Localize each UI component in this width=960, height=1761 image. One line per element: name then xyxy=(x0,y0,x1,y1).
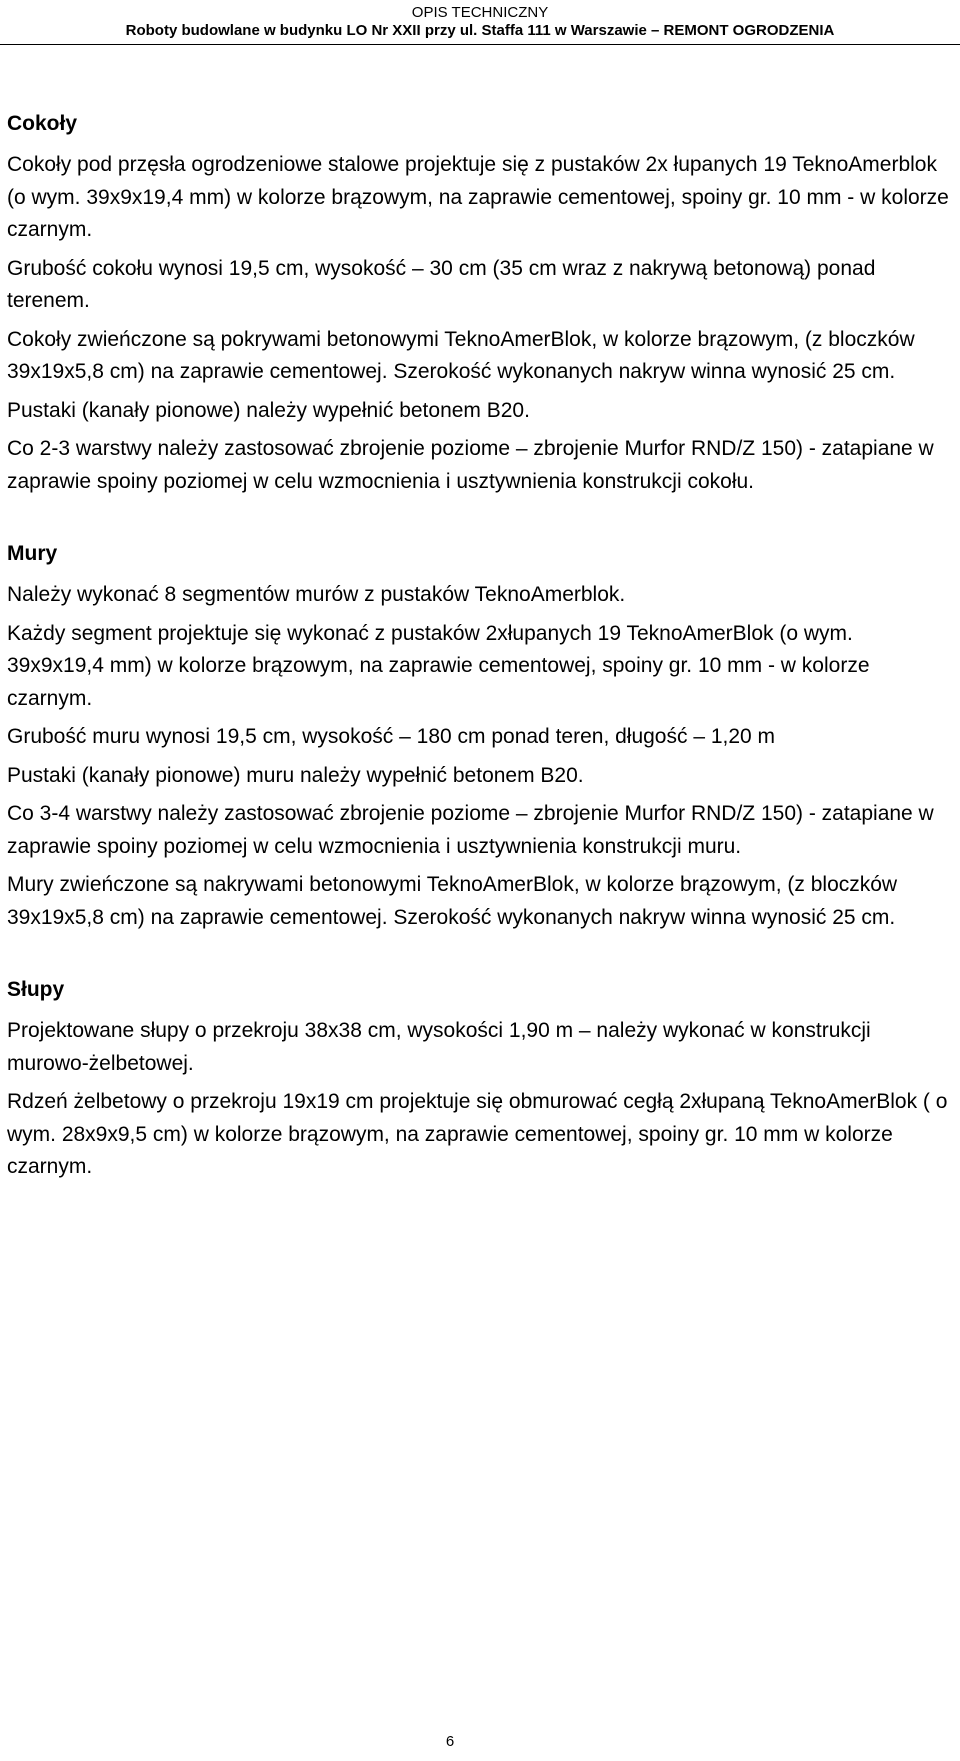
document-title: OPIS TECHNICZNY xyxy=(411,4,549,21)
page-number: 6 xyxy=(445,1733,455,1750)
section-heading: Cokoły xyxy=(7,112,78,135)
paragraph: Grubość cokołu wynosi 19,5 cm, wysokość – 30 cm (35 cm wraz z nakrywą betonową) ponad terenem. xyxy=(7,256,876,312)
paragraph: Co 3-4 warstwy należy zastosować zbrojenie poziome – zbrojenie Murfor RND/Z 150) - zatapiane w zaprawie spoiny poziomej w celu wzmocnienia i usztywnienia konstrukcji muru. xyxy=(7,802,934,858)
page-header xyxy=(0,0,960,40)
section-heading: Słupy xyxy=(7,978,65,1001)
paragraph: Projektowane słupy o przekroju 38x38 cm, wysokości 1,90 m – należy wykonać w konstrukcji murowo-żelbetowej. xyxy=(7,1019,871,1075)
header-divider xyxy=(0,44,960,45)
paragraph: Rdzeń żelbetowy o przekroju 19x19 cm projektuje się obmurować cegłą 2xłupaną TeknoAmerBlok ( o wym. 28x9x9,5 cm) w kolorze brązowym, na zaprawie cementowej, spoiny gr. 10 mm w kolorze czarnym. xyxy=(7,1090,948,1178)
document-subtitle: Roboty budowlane w budynku LO Nr XXII przy ul. Staffa 111 w Warszawie – REMONT OGRODZENIA xyxy=(125,22,835,39)
paragraph: Cokoły pod przęsła ogrodzeniowe stalowe projektuje się z pustaków 2x łupanych 19 TeknoAmerblok (o wym. 39x9x19,4 mm) w kolorze brązowym, na zaprawie cementowej, spoiny gr. 10 mm - w kolorze czarnym. xyxy=(7,153,949,241)
paragraph: Mury zwieńczone są nakrywami betonowymi TeknoAmerBlok, w kolorze brązowym, (z bloczków 39x19x5,8 cm) na zaprawie cementowej. Szerokość wykonanych nakryw winna wynosić 25 cm. xyxy=(7,873,898,929)
paragraph: Pustaki (kanały pionowe) należy wypełnić betonem B20. xyxy=(7,398,530,422)
paragraph: Pustaki (kanały pionowe) muru należy wypełnić betonem B20. xyxy=(7,763,584,787)
document-body xyxy=(7,107,955,1190)
paragraph: Należy wykonać 8 segmentów murów z pustaków TeknoAmerblok. xyxy=(7,583,626,606)
paragraph: Cokoły zwieńczone są pokrywami betonowymi TeknoAmerBlok, w kolorze brązowym, (z bloczków 39x19x5,8 cm) na zaprawie cementowej. Szerokość wykonanych nakryw winna wynosić 25 cm. xyxy=(7,327,915,383)
section-slupy xyxy=(7,973,955,1184)
paragraph: Grubość muru wynosi 19,5 cm, wysokość – 180 cm ponad teren, długość – 1,20 m xyxy=(7,725,776,748)
section-cokoly xyxy=(7,107,955,498)
section-heading: Mury xyxy=(7,542,58,565)
paragraph: Co 2-3 warstwy należy zastosować zbrojenie poziome – zbrojenie Murfor RND/Z 150) - zatapiane w zaprawie spoiny poziomej w celu wzmocnienia i usztywnienia konstrukcji cokołu. xyxy=(7,437,934,493)
section-mury xyxy=(7,537,955,934)
paragraph: Każdy segment projektuje się wykonać z pustaków 2xłupanych 19 TeknoAmerBlok (o wym. 39x9x19,4 mm) w kolorze brązowym, na zaprawie cementowej, spoiny gr. 10 mm - w kolorze czarnym. xyxy=(7,621,870,710)
